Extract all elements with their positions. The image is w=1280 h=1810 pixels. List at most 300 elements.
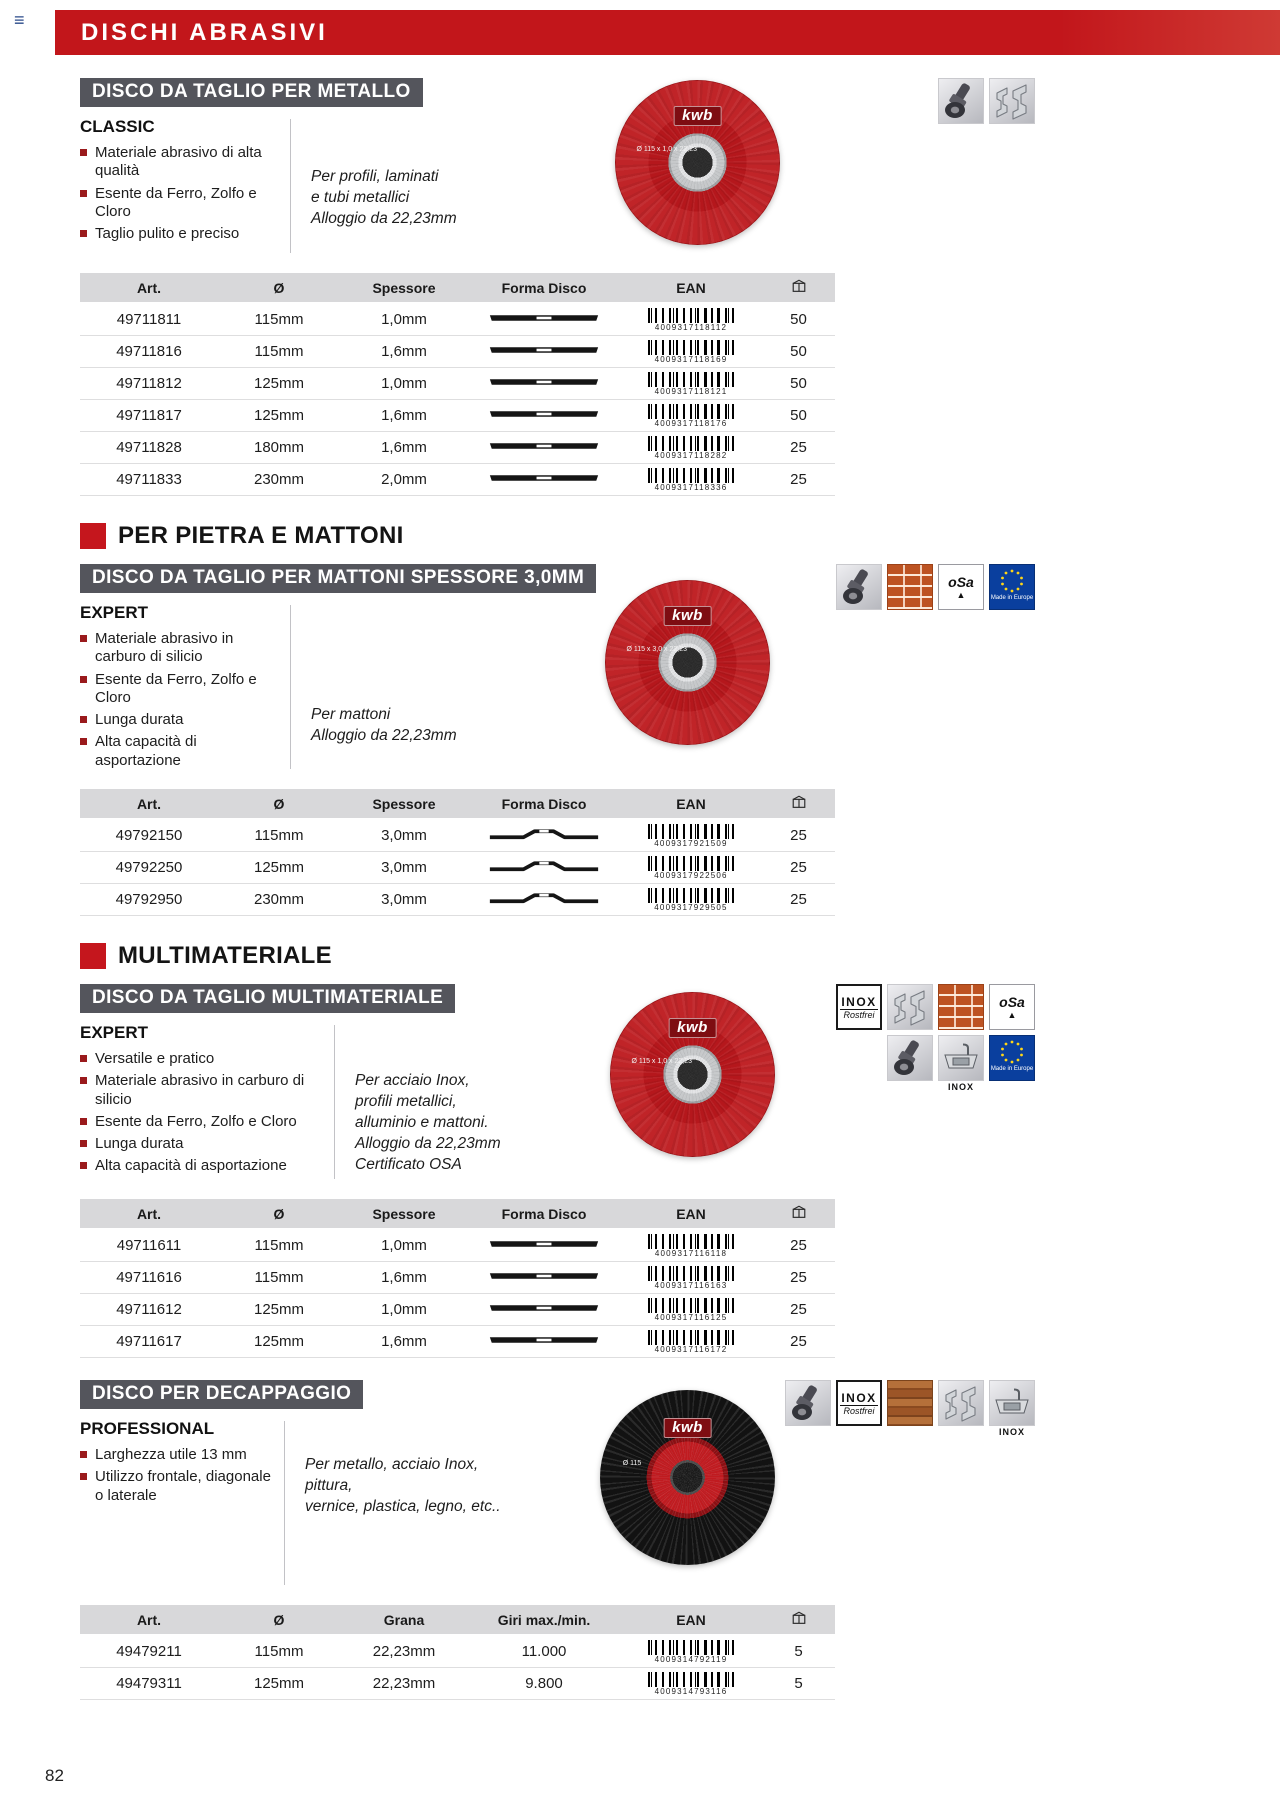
ean-number: 4009317929505 xyxy=(654,903,728,912)
product-description xyxy=(355,1071,575,1189)
red-square-icon xyxy=(80,943,106,969)
brick-icon xyxy=(938,984,984,1030)
feature-item xyxy=(80,1468,272,1505)
cell-col: 115mm xyxy=(218,1229,340,1262)
category-heading-multi xyxy=(80,942,1040,970)
disc-marking: Ø 115 x 1,0 x 22,23 xyxy=(636,146,698,153)
feature-item xyxy=(80,1157,322,1175)
steel-profile-tile xyxy=(938,1380,984,1426)
ean-cell xyxy=(620,819,762,852)
feature-item xyxy=(80,1135,322,1153)
steel-profile-tile xyxy=(989,78,1035,124)
pack-quantity-cell: 50 xyxy=(762,336,835,368)
ean-number: 4009317118176 xyxy=(654,419,728,428)
disc-marking: Ø 115 x 1,0 x 22,23 xyxy=(631,1058,693,1065)
bullet-square-icon xyxy=(80,635,87,642)
ean-cell xyxy=(620,432,762,464)
description-line: profili metallici, xyxy=(355,1092,457,1110)
barcode-icon xyxy=(648,1672,734,1687)
barcode-icon xyxy=(648,340,734,355)
angle-grinder-tile xyxy=(938,78,984,124)
product-body xyxy=(80,115,1040,263)
table-row xyxy=(80,400,835,432)
application-icons xyxy=(836,564,1035,610)
icon-row xyxy=(836,984,1035,1030)
description-line: Alloggio da 22,23mm xyxy=(311,209,457,227)
cell-art: 49711833 xyxy=(80,464,218,496)
pack-quantity-cell: 50 xyxy=(762,303,835,336)
feature-text: Versatile e pratico xyxy=(95,1050,215,1067)
angle-grinder-icon xyxy=(887,1035,933,1092)
pack-quantity-cell: 25 xyxy=(762,1229,835,1262)
ean-cell xyxy=(620,1229,762,1262)
cell-art: 49711812 xyxy=(80,368,218,400)
feature-text: Lunga durata xyxy=(95,1135,184,1153)
column-header-art: Art. xyxy=(80,789,218,819)
description-line: Per profili, laminati xyxy=(311,168,439,185)
feature-list xyxy=(80,1050,322,1176)
menu-icon[interactable]: ≡ xyxy=(14,10,25,30)
ean-cell xyxy=(620,400,762,432)
column-header-pack xyxy=(762,789,835,819)
inox-sink-icon xyxy=(989,1380,1035,1437)
inox-sink-tile xyxy=(938,1035,984,1081)
table-row xyxy=(80,1294,835,1326)
feature-item xyxy=(80,225,278,243)
osa-tile xyxy=(989,984,1035,1030)
made-in-europe-icon xyxy=(989,1035,1035,1092)
table-row xyxy=(80,884,835,916)
disc-shape-flat-icon xyxy=(468,1262,620,1294)
feature-text: Materiale abrasivo in carburo di silicio xyxy=(95,630,234,666)
cell-art: 49479211 xyxy=(80,1635,218,1668)
disc-shape-flat-icon xyxy=(468,400,620,432)
cell-spessore: 1,6mm xyxy=(340,1262,468,1294)
osa-label: oSa xyxy=(999,994,1025,1010)
cell-col: 115mm xyxy=(218,303,340,336)
pack-quantity-cell: 25 xyxy=(762,819,835,852)
cell-col: 230mm xyxy=(218,884,340,916)
page-number: 82 xyxy=(45,1766,64,1785)
column-header-col: Ø xyxy=(218,273,340,303)
disc-marking: Ø 115 x 3,0 x 22,23 xyxy=(626,646,688,653)
bullet-square-icon xyxy=(80,190,87,197)
brick-tile xyxy=(938,984,984,1030)
package-icon xyxy=(791,1204,807,1220)
feature-text: Taglio pulito e preciso xyxy=(95,225,240,243)
section-disco-taglio-mattoni xyxy=(80,564,1040,916)
inox-label: INOX xyxy=(841,994,877,1009)
description-line: Per metallo, acciaio Inox, pittura, xyxy=(305,1456,479,1494)
description-line: Alloggio da 22,23mm xyxy=(355,1134,501,1152)
barcode-icon xyxy=(648,1234,734,1249)
column-header-ean: EAN xyxy=(620,1605,762,1635)
cell-art: 49711816 xyxy=(80,336,218,368)
product-banner: DISCO DA TAGLIO PER METALLO xyxy=(80,78,423,107)
ean-cell xyxy=(620,368,762,400)
ean-cell xyxy=(620,884,762,916)
barcode-icon xyxy=(648,856,734,871)
disc-shape-hump-icon xyxy=(468,852,620,884)
table-row xyxy=(80,1229,835,1262)
rostfrei-label: Rostfrei xyxy=(840,1009,877,1020)
made-in-europe-label: Made in Europe xyxy=(990,595,1034,601)
barcode-icon xyxy=(648,436,734,451)
cell-col: 115mm xyxy=(218,1262,340,1294)
barcode-icon xyxy=(648,824,734,839)
table-row xyxy=(80,303,835,336)
product-image-disc xyxy=(605,580,770,745)
angle-grinder-icon xyxy=(785,1380,831,1437)
cell-grana: 22,23mm xyxy=(340,1635,468,1668)
kwb-logo: kwb xyxy=(673,106,722,126)
column-header-giri-max-min: Giri max./min. xyxy=(468,1605,620,1635)
table-header-row xyxy=(80,1605,835,1635)
barcode-icon xyxy=(648,1640,734,1655)
column-header-grana: Grana xyxy=(340,1605,468,1635)
feature-item xyxy=(80,711,278,729)
pack-quantity-cell: 50 xyxy=(762,400,835,432)
table-row xyxy=(80,1262,835,1294)
cell-art: 49711611 xyxy=(80,1229,218,1262)
ean-number: 4009317116118 xyxy=(654,1249,728,1258)
osa-triangle-icon: ▲ xyxy=(1007,1010,1017,1020)
icon-caption: INOX xyxy=(998,1427,1025,1437)
description-line: Alloggio da 22,23mm xyxy=(311,726,457,744)
cell-col: 125mm xyxy=(218,1668,340,1700)
ean-number: 4009317118282 xyxy=(654,451,728,460)
feature-item xyxy=(80,1072,322,1109)
product-grade: EXPERT xyxy=(80,1023,149,1042)
ean-number: 4009317922506 xyxy=(654,871,728,880)
bullet-square-icon xyxy=(80,676,87,683)
angle-grinder-tile xyxy=(887,1035,933,1081)
application-icons xyxy=(938,78,1035,124)
table-row xyxy=(80,852,835,884)
pack-quantity-cell: 25 xyxy=(762,432,835,464)
ean-number: 4009317116125 xyxy=(654,1313,728,1322)
kwb-logo: kwb xyxy=(663,606,712,626)
ean-cell xyxy=(620,1294,762,1326)
bullet-square-icon xyxy=(80,738,87,745)
ean-number: 4009317118169 xyxy=(654,355,728,364)
pack-quantity-cell: 5 xyxy=(762,1635,835,1668)
ean-cell xyxy=(620,464,762,496)
product-body xyxy=(80,601,1040,779)
section-disco-taglio-metallo xyxy=(80,78,1040,496)
disc-shape-flat-icon xyxy=(468,1294,620,1326)
ean-number: 4009317118336 xyxy=(654,483,728,492)
product-description xyxy=(305,1455,525,1595)
feature-list xyxy=(80,630,278,770)
column-header-ean: EAN xyxy=(620,273,762,303)
disc-marking: Ø 115 xyxy=(622,1460,642,1467)
feature-item xyxy=(80,630,278,667)
ean-number: 4009317118121 xyxy=(654,387,728,396)
bullet-square-icon xyxy=(80,149,87,156)
cell-spessore: 3,0mm xyxy=(340,884,468,916)
barcode-icon xyxy=(648,372,734,387)
cell-giri-max-min: 11.000 xyxy=(468,1635,620,1668)
table-row xyxy=(80,432,835,464)
steel-profile-icon xyxy=(989,78,1035,124)
cell-col: 125mm xyxy=(218,1326,340,1358)
barcode-icon xyxy=(648,404,734,419)
cell-spessore: 3,0mm xyxy=(340,852,468,884)
table-row xyxy=(80,464,835,496)
feature-item xyxy=(80,1113,322,1131)
product-banner: DISCO DA TAGLIO PER MATTONI SPESSORE 3,0MM xyxy=(80,564,596,593)
product-description xyxy=(311,705,531,779)
cell-art: 49711817 xyxy=(80,400,218,432)
cell-art: 49711616 xyxy=(80,1262,218,1294)
steel-profile-icon xyxy=(887,984,933,1030)
inox-rostfrei-tile xyxy=(836,1380,882,1426)
product-grade: PROFESSIONAL xyxy=(80,1419,215,1438)
ean-number: 4009317118112 xyxy=(654,323,728,332)
column-header-col: Ø xyxy=(218,1199,340,1229)
description-line: vernice, plastica, legno, etc.. xyxy=(305,1497,501,1515)
pack-quantity-cell: 25 xyxy=(762,1326,835,1358)
angle-grinder-tile xyxy=(785,1380,831,1426)
bullet-square-icon xyxy=(80,1162,87,1169)
cell-col: 125mm xyxy=(218,852,340,884)
kwb-logo: kwb xyxy=(663,1418,712,1438)
column-header-pack xyxy=(762,1605,835,1635)
feature-item xyxy=(80,144,278,181)
ean-cell xyxy=(620,303,762,336)
feature-text: Larghezza utile 13 mm xyxy=(95,1446,247,1463)
angle-grinder-icon xyxy=(938,78,984,124)
column-header-forma-disco: Forma Disco xyxy=(468,273,620,303)
description-line: e tubi metallici xyxy=(311,188,410,206)
made-in-europe-icon xyxy=(989,564,1035,610)
barcode-icon xyxy=(648,888,734,903)
feature-text: Esente da Ferro, Zolfo e Cloro xyxy=(95,1112,297,1130)
cell-art: 49711612 xyxy=(80,1294,218,1326)
table-row xyxy=(80,1668,835,1700)
section-disco-decappaggio xyxy=(80,1380,1040,1700)
application-icons xyxy=(836,984,1035,1092)
ean-number: 4009317921509 xyxy=(654,839,728,848)
brick-icon xyxy=(887,564,933,610)
product-description xyxy=(311,167,531,263)
feature-text: Materiale abrasivo di alta qualità xyxy=(95,144,262,180)
product-table xyxy=(80,273,835,496)
disc-shape-flat-icon xyxy=(468,303,620,336)
cell-spessore: 1,0mm xyxy=(340,1229,468,1262)
table-row xyxy=(80,1326,835,1358)
ean-number: 4009314792119 xyxy=(654,1655,728,1664)
feature-item xyxy=(80,671,278,708)
product-grade: EXPERT xyxy=(80,603,149,622)
vertical-divider xyxy=(290,119,291,253)
disc-shape-flat-icon xyxy=(468,432,620,464)
pack-quantity-cell: 50 xyxy=(762,368,835,400)
cell-col: 115mm xyxy=(218,336,340,368)
column-header-spessore: Spessore xyxy=(340,273,468,303)
table-header-row xyxy=(80,1199,835,1229)
column-header-pack xyxy=(762,1199,835,1229)
feature-item xyxy=(80,1446,272,1464)
made-in-europe-tile xyxy=(989,564,1035,610)
column-header-ean: EAN xyxy=(620,1199,762,1229)
feature-list xyxy=(80,144,278,243)
steel-profile-tile xyxy=(887,984,933,1030)
pack-quantity-cell: 5 xyxy=(762,1668,835,1700)
cell-col: 125mm xyxy=(218,368,340,400)
osa-icon xyxy=(938,564,984,610)
category-heading-stone xyxy=(80,522,1040,550)
product-banner: DISCO DA TAGLIO MULTIMATERIALE xyxy=(80,984,455,1013)
feature-item xyxy=(80,185,278,222)
cell-col: 115mm xyxy=(218,1635,340,1668)
description-line: alluminio e mattoni. xyxy=(355,1113,489,1131)
barcode-icon xyxy=(648,1330,734,1345)
cell-art: 49711617 xyxy=(80,1326,218,1358)
disc-shape-hump-icon xyxy=(468,819,620,852)
cell-spessore: 1,0mm xyxy=(340,1294,468,1326)
steel-profile-icon xyxy=(938,1380,984,1437)
barcode-icon xyxy=(648,1266,734,1281)
cell-spessore: 1,6mm xyxy=(340,400,468,432)
red-square-icon xyxy=(80,523,106,549)
feature-text: Alta capacità di asportazione xyxy=(95,1157,287,1175)
section-disco-taglio-multimateriale xyxy=(80,984,1040,1358)
cell-col: 230mm xyxy=(218,464,340,496)
disc-shape-flat-icon xyxy=(468,464,620,496)
disc-shape-flat-icon xyxy=(468,336,620,368)
bullet-square-icon xyxy=(80,1451,87,1458)
disc-shape-flat-icon xyxy=(468,1326,620,1358)
pack-quantity-cell: 25 xyxy=(762,1262,835,1294)
feature-text: Esente da Ferro, Zolfo e Cloro xyxy=(95,670,257,706)
feature-list xyxy=(80,1446,272,1505)
table-row xyxy=(80,1635,835,1668)
ean-cell xyxy=(620,1635,762,1668)
inox-sink-tile xyxy=(989,1380,1035,1426)
page-content xyxy=(80,78,1040,1722)
product-grade: CLASSIC xyxy=(80,117,155,136)
ean-cell xyxy=(620,336,762,368)
cell-art: 49792950 xyxy=(80,884,218,916)
product-banner: DISCO PER DECAPPAGGIO xyxy=(80,1380,363,1409)
wood-icon xyxy=(887,1380,933,1437)
column-header-spessore: Spessore xyxy=(340,1199,468,1229)
cell-art: 49711828 xyxy=(80,432,218,464)
column-header-col: Ø xyxy=(218,789,340,819)
disc-shape-flat-icon xyxy=(468,368,620,400)
angle-grinder-tile xyxy=(836,564,882,610)
angle-grinder-icon xyxy=(836,564,882,610)
table-row xyxy=(80,368,835,400)
inox-rostfrei-icon xyxy=(836,1380,882,1437)
feature-text: Utilizzo frontale, diagonale o laterale xyxy=(95,1468,271,1504)
cell-col: 125mm xyxy=(218,1294,340,1326)
package-icon xyxy=(791,278,807,294)
feature-text: Esente da Ferro, Zolfo e Cloro xyxy=(95,184,257,220)
rostfrei-label: Rostfrei xyxy=(840,1405,877,1416)
pack-quantity-cell: 25 xyxy=(762,852,835,884)
ean-number: 4009317116172 xyxy=(654,1345,728,1354)
disc-shape-hump-icon xyxy=(468,884,620,916)
cell-spessore: 1,0mm xyxy=(340,368,468,400)
page-header xyxy=(55,10,1280,55)
product-body xyxy=(80,1417,1040,1595)
inox-label: INOX xyxy=(841,1390,877,1405)
cell-art: 49792150 xyxy=(80,819,218,852)
table-row xyxy=(80,819,835,852)
feature-text: Lunga durata xyxy=(95,711,184,729)
bullet-square-icon xyxy=(80,1140,87,1147)
cell-spessore: 1,0mm xyxy=(340,303,468,336)
osa-label: oSa xyxy=(948,574,974,590)
feature-text: Materiale abrasivo in carburo di silicio xyxy=(95,1072,305,1108)
bullet-square-icon xyxy=(80,1118,87,1125)
barcode-icon xyxy=(648,308,734,323)
bullet-square-icon xyxy=(80,1077,87,1084)
cell-art: 49792250 xyxy=(80,852,218,884)
icon-row xyxy=(887,1035,1035,1092)
column-header-col: Ø xyxy=(218,1605,340,1635)
osa-triangle-icon: ▲ xyxy=(956,590,966,600)
cell-grana: 22,23mm xyxy=(340,1668,468,1700)
ean-number: 4009314793116 xyxy=(654,1687,728,1696)
made-in-europe-label: Made in Europe xyxy=(990,1066,1034,1072)
cell-col: 115mm xyxy=(218,819,340,852)
column-header-art: Art. xyxy=(80,1199,218,1229)
ean-cell xyxy=(620,1262,762,1294)
bullet-square-icon xyxy=(80,1473,87,1480)
feature-item xyxy=(80,733,278,770)
cell-spessore: 2,0mm xyxy=(340,464,468,496)
table-header-row xyxy=(80,273,835,303)
product-table xyxy=(80,1605,835,1700)
bullet-square-icon xyxy=(80,716,87,723)
description-line: Certificato OSA xyxy=(355,1155,462,1173)
product-table xyxy=(80,789,835,916)
inox-rostfrei-icon xyxy=(836,984,882,1030)
vertical-divider xyxy=(284,1421,285,1585)
product-table xyxy=(80,1199,835,1358)
product-image-disc xyxy=(615,80,780,245)
pack-quantity-cell: 25 xyxy=(762,884,835,916)
barcode-icon xyxy=(648,468,734,483)
inox-sink-icon xyxy=(938,1035,984,1092)
column-header-pack xyxy=(762,273,835,303)
column-header-spessore: Spessore xyxy=(340,789,468,819)
package-icon xyxy=(791,1610,807,1626)
cell-spessore: 3,0mm xyxy=(340,819,468,852)
application-icons xyxy=(785,1380,1035,1437)
cell-spessore: 1,6mm xyxy=(340,336,468,368)
vertical-divider xyxy=(334,1025,335,1179)
category-title: MULTIMATERIALE xyxy=(118,942,332,969)
pack-quantity-cell: 25 xyxy=(762,464,835,496)
table-header-row xyxy=(80,789,835,819)
ean-number: 4009317116163 xyxy=(654,1281,728,1290)
bullet-square-icon xyxy=(80,230,87,237)
feature-item xyxy=(80,1050,322,1068)
column-header-ean: EAN xyxy=(620,789,762,819)
wood-tile xyxy=(887,1380,933,1426)
made-in-europe-tile xyxy=(989,1035,1035,1081)
osa-icon xyxy=(989,984,1035,1030)
cell-art: 49711811 xyxy=(80,303,218,336)
cell-col: 125mm xyxy=(218,400,340,432)
bullet-square-icon xyxy=(80,1055,87,1062)
ean-cell xyxy=(620,1326,762,1358)
